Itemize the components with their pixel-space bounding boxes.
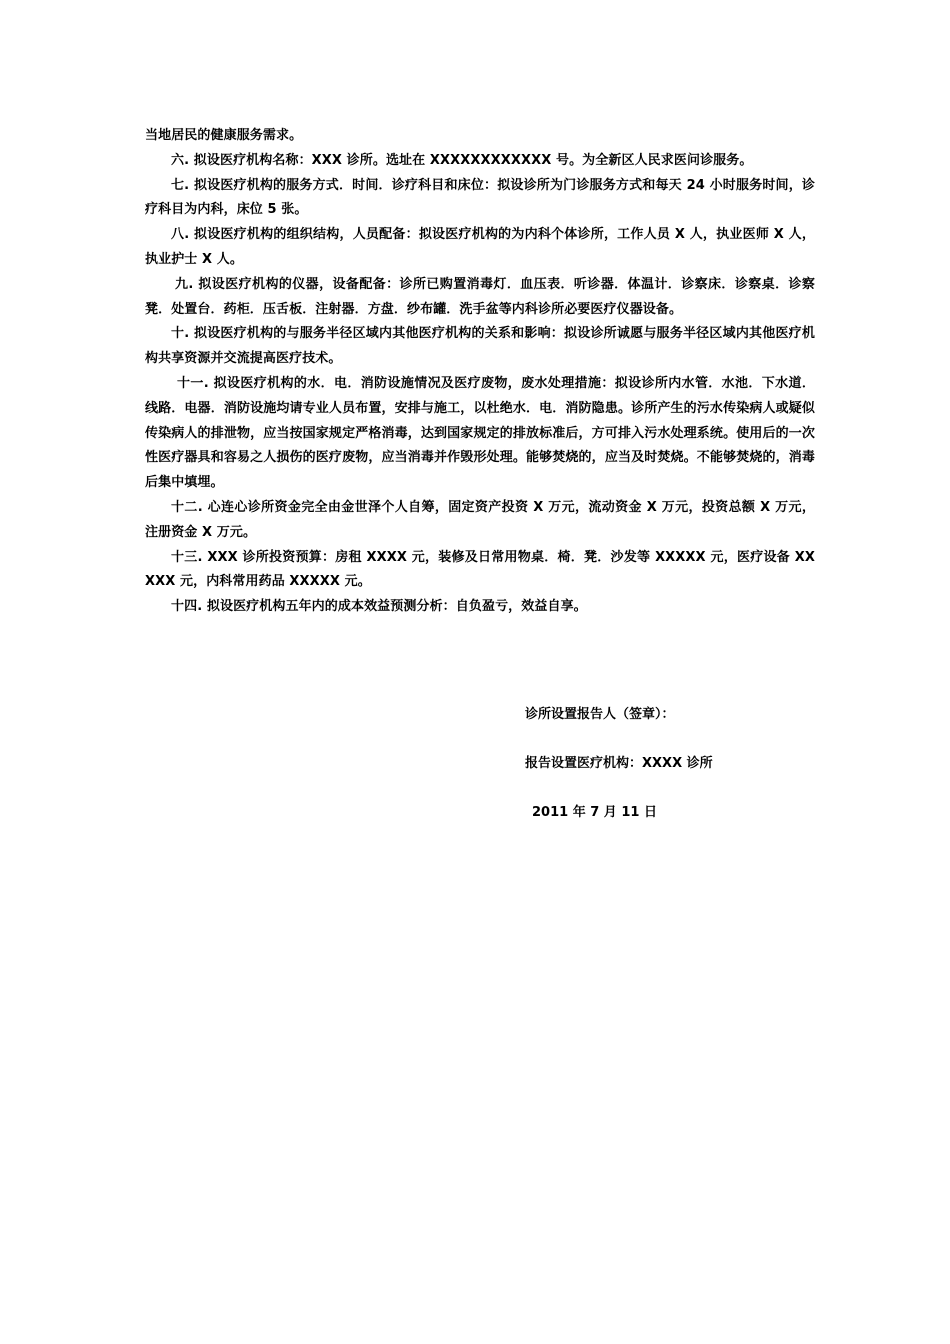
paragraph-9-equipment: 九. 拟设医疗机构的仪器，设备配备：诊所已购置消毒灯．血压表．听诊器．体温计．诊察床．诊察桌．诊察凳．处置台．药柜．压舌板．注射器．方盘．纱布罐．洗手盆等内科诊所必要医疗仪器设备。 bbox=[145, 276, 815, 317]
paragraph-14-cost-benefit: 十四. 拟设医疗机构五年内的成本效益预测分析：自负盈亏，效益自享。 bbox=[171, 599, 587, 615]
document-body bbox=[145, 124, 815, 620]
paragraph-11-facilities-waste: 十一. 拟设医疗机构的水．电．消防设施情况及医疗废物，废水处理措施：拟设诊所内水管．水池．下水道．线路．电器．消防设施均请专业人员布置，安排与施工，以杜绝水．电．消防隐患。诊所产生的污水传染病人或疑似传染病人的排泄物，应当按国家规定严格消毒，达到国家规定的排放标准后，方可排入污水处理系统。使用后的一次性医疗器具和容易之人损伤的医疗废物，应当消毒并作毁形处理。能够焚烧的，应当及时焚烧。不能够焚烧的，消毒后集中填埋。 bbox=[145, 375, 815, 491]
signature-organization: 报告设置医疗机构：XXXX 诊所 bbox=[525, 756, 713, 771]
paragraph-12-funding: 十二. 心连心诊所资金完全由金世泽个人自筹，固定资产投资 X 万元，流动资金 X 万元，投资总额 X 万元，注册资金 X 万元。 bbox=[145, 499, 815, 540]
paragraph-continuation: 当地居民的健康服务需求。 bbox=[145, 128, 303, 143]
paragraph-10-relations: 十. 拟设医疗机构的与服务半径区域内其他医疗机构的关系和影响：拟设诊所诚愿与服务半径区域内其他医疗机构共享资源并交流提高医疗技术。 bbox=[145, 326, 815, 367]
paragraph-7-service-mode: 七. 拟设医疗机构的服务方式．时间．诊疗科目和床位：拟设诊所为门诊服务方式和每天 24 小时服务时间，诊疗科目为内科，床位 5 张。 bbox=[145, 177, 815, 218]
paragraph-8-staffing: 八. 拟设医疗机构的组织结构，人员配备：拟设医疗机构的为内科个体诊所，工作人员 X 人，执业医师 X 人，执业护士 X 人。 bbox=[145, 227, 815, 267]
signature-date: 2011 年 7 月 11 日 bbox=[532, 805, 657, 820]
paragraph-6-clinic-name: 六. 拟设医疗机构名称：XXX 诊所。选址在 XXXXXXXXXXXX 号。为全新区人民求医问诊服务。 bbox=[171, 152, 753, 168]
signature-reporter-label: 诊所设置报告人（签章）： bbox=[525, 707, 675, 722]
paragraph-13-budget: 十三. XXX 诊所投资预算：房租 XXXX 元，装修及日常用物桌．椅．凳．沙发等 XXXXX 元，医疗设备 XXXXX 元，内科常用药品 XXXXX 元。 bbox=[145, 549, 815, 590]
